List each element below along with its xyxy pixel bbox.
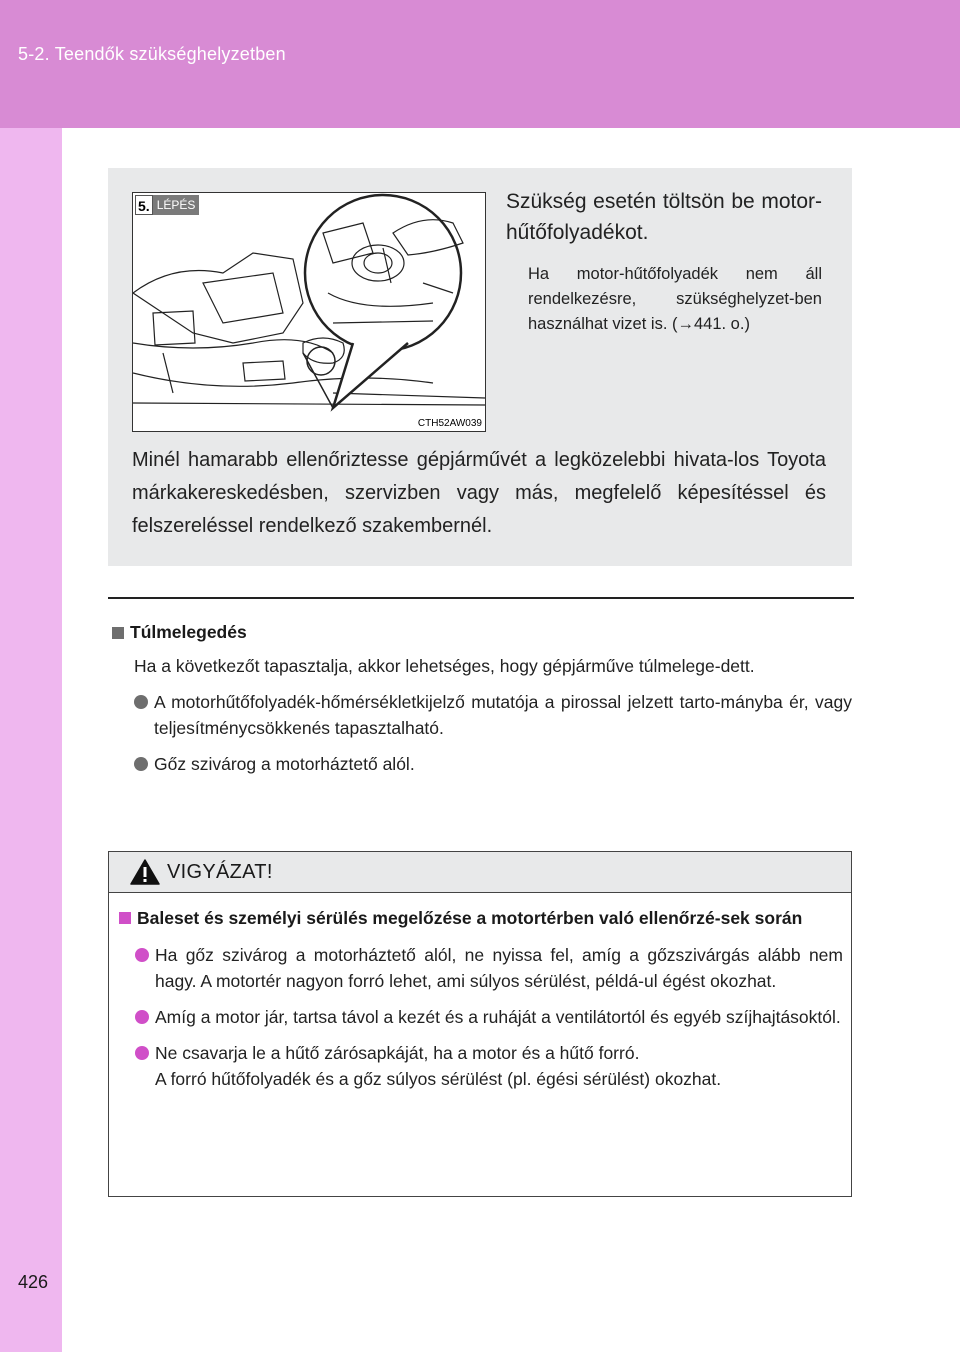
side-band [0, 128, 62, 1352]
warning-subheading [119, 905, 843, 932]
list-item [135, 1040, 843, 1092]
section-divider [108, 597, 854, 599]
warning-body [109, 893, 851, 1092]
step-number: 5. [135, 195, 153, 215]
step-note: Ha motor-hűtőfolyadék nem áll rendelkezésre, szükséghelyzet-ben használhat vizet is. (→441. o.) [528, 265, 822, 333]
warning-box [108, 851, 852, 1197]
engine-coolant-drawing [133, 193, 485, 431]
list-item [135, 1004, 843, 1030]
overheat-heading [112, 622, 852, 643]
round-bullet-icon [134, 757, 148, 771]
list-item [134, 751, 852, 777]
list-item-text: Amíg a motor jár, tartsa távol a kezét és a ruháját a ventilátortól és egyéb szíjhajtásoktól. [155, 1007, 841, 1027]
step-word: LÉPÉS [153, 195, 200, 215]
list-item-text: Ha gőz szivárog a motorháztető alól, ne nyissa fel, amíg a gőzszivárgás alább nem hagy. A motortér nagyon forró lehet, ami súlyos sérülést, példá-ul égést okozhat. [155, 945, 843, 991]
step-box [108, 168, 852, 566]
square-bullet-icon [119, 912, 131, 924]
list-item-extra-text: A forró hűtőfolyadék és a gőz súlyos sérülést (pl. égési sérülést) okozhat. [155, 1069, 722, 1089]
list-item-text: Gőz szivárog a motorháztető alól. [154, 754, 415, 774]
overheat-intro: Ha a következőt tapasztalja, akkor lehetséges, hogy gépjárműve túlmelege-dett. [134, 656, 755, 676]
list-item [135, 942, 843, 994]
round-bullet-icon [135, 1046, 149, 1060]
section-title: 5-2. Teendők szükséghelyzetben [18, 44, 286, 64]
step-footer: Minél hamarabb ellenőriztesse gépjárművét a legközelebbi hivata-los Toyota márkakereskedésben, szervizben vagy más, megfelelő képesítéssel és felszereléssel rendelkező szakembernél. [132, 449, 826, 537]
list-item [134, 689, 852, 741]
page-number: 426 [18, 1272, 49, 1292]
illustration-code: CTH52AW039 [417, 418, 482, 429]
round-bullet-icon [135, 1010, 149, 1024]
warning-title: VIGYÁZAT! [167, 860, 273, 883]
step-badge [135, 195, 199, 215]
warning-triangle-icon [129, 858, 161, 886]
step-instruction: Szükség esetén töltsön be motor-hűtőfolyadékot. [506, 190, 822, 244]
list-item-text: Ne csavarja le a hűtő zárósapkáját, ha a motor és a hűtő forró. [155, 1043, 640, 1063]
warning-header [109, 852, 851, 893]
warning-subheading-text: Baleset és személyi sérülés megelőzése a motortérben való ellenőrzé-sek során [137, 908, 803, 928]
engine-illustration [132, 192, 486, 432]
square-bullet-icon [112, 627, 124, 639]
round-bullet-icon [135, 948, 149, 962]
overheat-section [112, 622, 852, 777]
list-item-text-block [155, 1040, 843, 1092]
round-bullet-icon [134, 695, 148, 709]
overheat-heading-text: Túlmelegedés [130, 622, 247, 642]
list-item-text: A motorhűtőfolyadék-hőmérsékletkijelző mutatója a pirossal jelzett tarto-mányba ér, vagy teljesítménycsökkenés tapasztalható. [154, 692, 852, 738]
